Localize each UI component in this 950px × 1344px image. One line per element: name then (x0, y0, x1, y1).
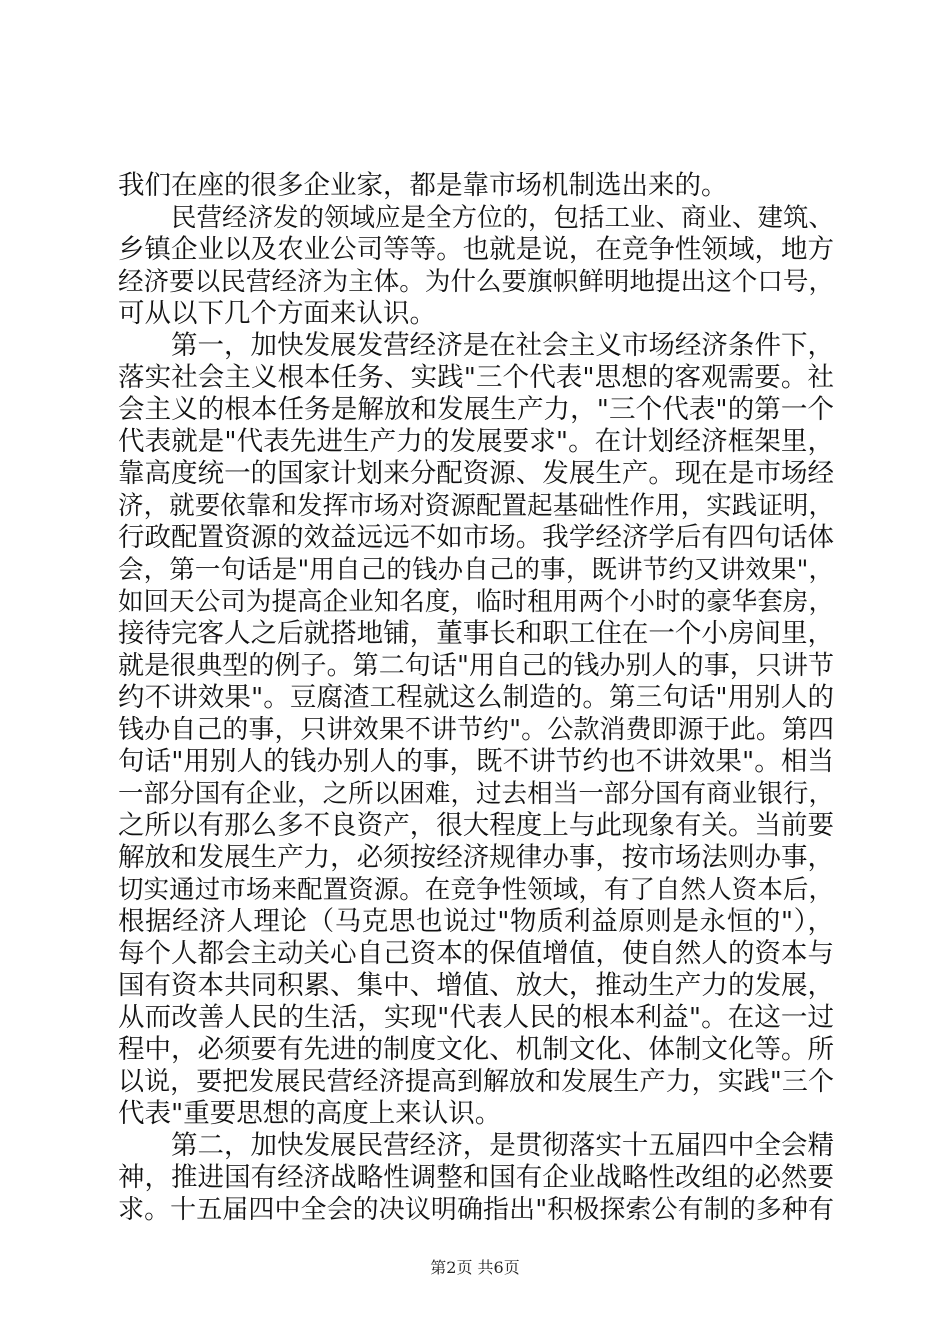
text-line: 求。十五届四中全会的决议明确指出"积极探索公有制的多种有 (118, 1195, 834, 1225)
text-line: 乡镇企业以及农业公司等等。也就是说，在竞争性领域，地方 (118, 234, 834, 265)
text-line: 切实通过市场来配置资源。在竞争性领域，有了自然人资本后， (118, 875, 834, 905)
text-line: 会，第一句话是"用自己的钱办自己的事，既讲节约又讲效果"， (118, 555, 834, 585)
text-line: 如回天公司为提高企业知名度，临时租用两个小时的豪华套房， (118, 587, 834, 617)
page-number: 第2页 共6页 (430, 1258, 520, 1277)
text-line: 句话"用别人的钱办别人的事，既不讲节约也不讲效果"。相当 (118, 746, 834, 777)
page-footer (0, 1258, 950, 1278)
text-line: 我们在座的很多企业家，都是靠市场机制选出来的。 (118, 170, 728, 201)
text-line: 代表就是"代表先进生产力的发展要求"。在计划经济框架里， (118, 426, 834, 457)
text-line: 接待完客人之后就搭地铺，董事长和职工住在一个小房间里， (118, 618, 834, 649)
text-line: 神，推进国有经济战略性调整和国有企业战略性改组的必然要 (118, 1162, 834, 1193)
text-line: 每个人都会主动关心自己资本的保值增值，使自然人的资本与 (118, 938, 834, 969)
text-line: 国有资本共同积累、集中、增值、放大，推动生产力的发展， (118, 970, 834, 1001)
text-line: 靠高度统一的国家计划来分配资源、发展生产。现在是市场经 (118, 458, 834, 489)
text-line: 济，就要依靠和发挥市场对资源配置起基础性作用，实践证明， (118, 491, 834, 521)
text-line: 以说，要把发展民营经济提高到解放和发展生产力，实践"三个 (118, 1067, 834, 1097)
text-line: 落实社会主义根本任务、实践"三个代表"思想的客观需要。社 (118, 362, 834, 393)
text-line: 第二，加快发展民营经济，是贯彻落实十五届四中全会精 (171, 1130, 834, 1161)
text-line: 钱办自己的事，只讲效果不讲节约"。公款消费即源于此。第四 (118, 715, 834, 745)
text-line: 会主义的根本任务是解放和发展生产力，"三个代表"的第一个 (118, 394, 834, 425)
text-line: 第一，加快发展发营经济是在社会主义市场经济条件下， (171, 330, 834, 361)
text-line: 就是很典型的例子。第二句话"用自己的钱办别人的事，只讲节 (118, 651, 834, 681)
text-line: 之所以有那么多不良资产，很大程度上与此现象有关。当前要 (118, 810, 834, 841)
text-line: 代表"重要思想的高度上来认识。 (118, 1098, 502, 1129)
text-line: 程中，必须要有先进的制度文化、机制文化、体制文化等。所 (118, 1034, 834, 1065)
text-line: 经济要以民营经济为主体。为什么要旗帜鲜明地提出这个口号， (118, 267, 834, 297)
text-line: 解放和发展生产力，必须按经济规律办事，按市场法则办事， (118, 842, 834, 873)
text-line: 一部分国有企业，之所以困难，过去相当一部分国有商业银行， (118, 779, 834, 809)
text-line: 从而改善人民的生活，实现"代表人民的根本利益"。在这一过 (118, 1002, 834, 1033)
text-line: 民营经济发的领域应是全方位的，包括工业、商业、建筑、 (171, 203, 835, 233)
text-line: 行政配置资源的效益远远不如市场。我学经济学后有四句话体 (118, 522, 834, 553)
document-body (118, 170, 834, 1226)
text-line: 可从以下几个方面来认识。 (118, 298, 436, 329)
text-line: 根据经济人理论（马克思也说过"物质利益原则是永恒的"）， (118, 906, 834, 937)
text-line: 约不讲效果"。豆腐渣工程就这么制造的。第三句话"用别人的 (118, 682, 834, 713)
